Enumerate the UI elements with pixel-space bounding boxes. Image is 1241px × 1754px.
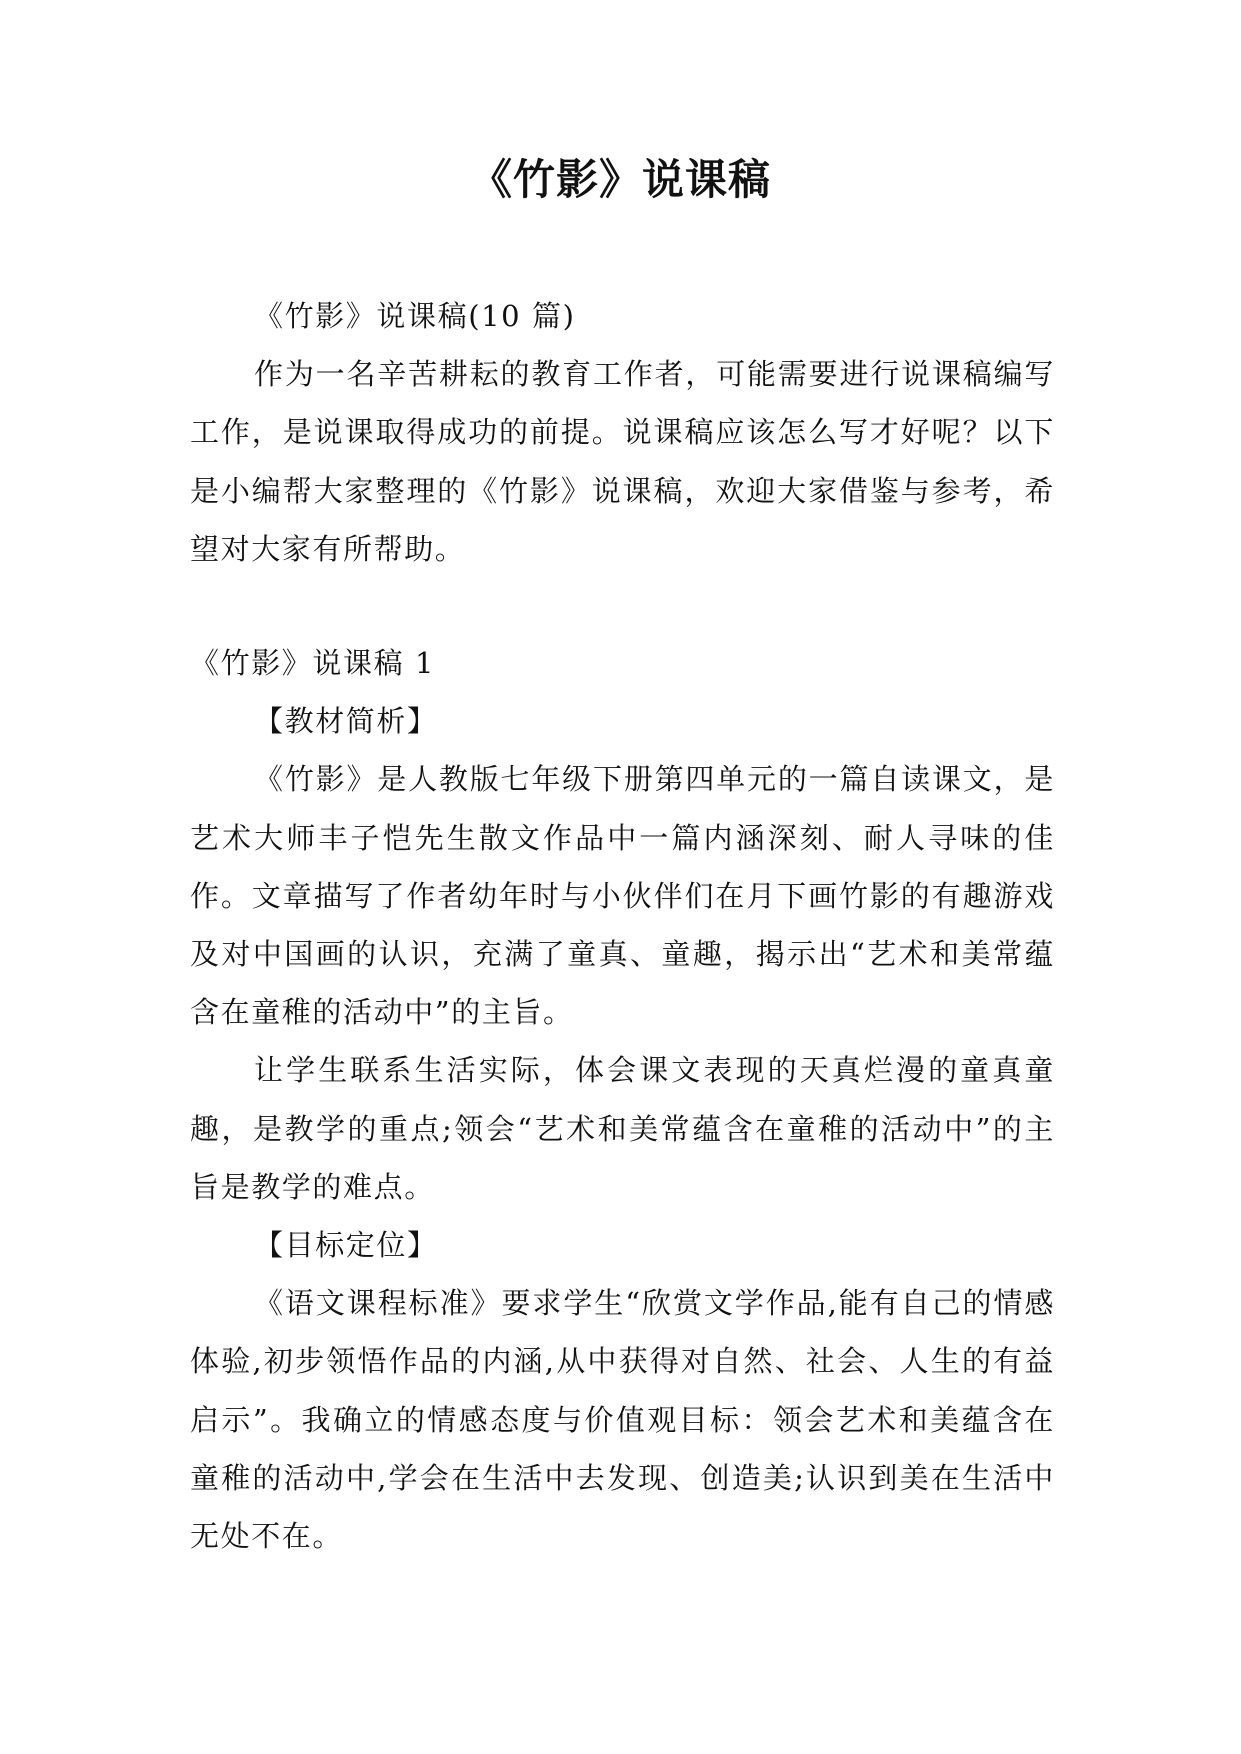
document-body (190, 287, 1055, 1565)
textbook-paragraph-2: 让学生联系生活实际，体会课文表现的天真烂漫的童真童趣，是教学的重点;领会“艺术和美常蕴含在童稚的活动中”的主旨是教学的难点。 (190, 1053, 1055, 1204)
subtitle: 《竹影》说课稿(10 篇) (254, 299, 576, 333)
goal-heading: 【目标定位】 (254, 1228, 438, 1263)
paragraph-gap (190, 578, 1055, 634)
intro-paragraph: 作为一名辛苦耕耘的教育工作者，可能需要进行说课稿编写工作，是说课取得成功的前提。说课稿应该怎么写才好呢？以下是小编帮大家整理的《竹影》说课稿，欢迎大家借鉴与参考，希望对大家有所帮助。 (190, 357, 1055, 566)
textbook-heading: 【教材简析】 (254, 704, 438, 739)
document-title: 《竹影》说课稿 (469, 155, 771, 204)
section-heading: 《竹影》说课稿 1 (190, 646, 436, 681)
goal-paragraph-1: 《语文课程标准》要求学生“欣赏文学作品,能有自己的情感体验,初步领悟作品的内涵,从中获得对自然、社会、人生的有益启示”。我确立的情感态度与价值观目标：领会艺术和美蕴含在童稚的活动中,学会在生活中去发现、创造美;认识到美在生活中无处不在。 (190, 1286, 1055, 1554)
textbook-paragraph-1: 《竹影》是人教版七年级下册第四单元的一篇自读课文，是艺术大师丰子恺先生散文作品中一篇内涵深刻、耐人寻味的佳作。文章描写了作者幼年时与小伙伴们在月下画竹影的有趣游戏及对中国画的认识，充满了童真、童趣，揭示出“艺术和美常蕴含在童稚的活动中”的主旨。 (190, 762, 1055, 1030)
